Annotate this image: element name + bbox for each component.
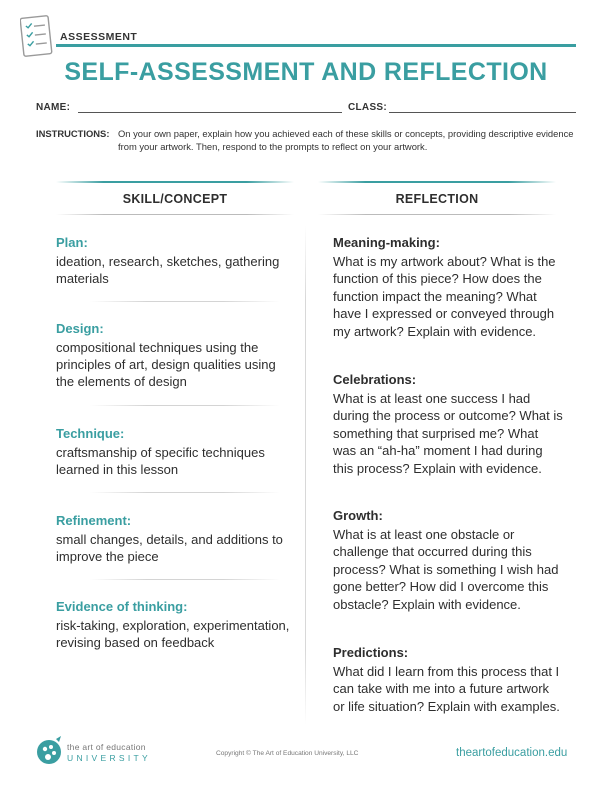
- reflection-title: Meaning-making:: [333, 235, 440, 250]
- skill-header-top-rule: [56, 181, 294, 183]
- skill-separator: [90, 492, 280, 493]
- logo-text: [67, 742, 151, 763]
- skill-item: [56, 425, 296, 478]
- reflection-column-header: REFLECTION: [395, 192, 479, 206]
- skill-title: Plan:: [56, 235, 88, 250]
- logo-line1: the art of education: [67, 742, 146, 752]
- skill-title: Evidence of thinking:: [56, 599, 188, 614]
- page-title: SELF-ASSESSMENT AND REFLECTION: [64, 58, 548, 86]
- logo-line2: UNIVERSITY: [67, 753, 152, 763]
- instructions: [36, 127, 576, 153]
- reflection-text: What is at least one success I had during the process or outcome? What is something that surprised me? What was an “ah-ha” moment I had during this process? Explain with evidence.: [333, 391, 563, 476]
- skill-title: Technique:: [56, 426, 125, 441]
- name-field[interactable]: [78, 112, 342, 113]
- skill-separator: [90, 405, 280, 406]
- reflection-title: Predictions:: [333, 645, 409, 660]
- reflection-item: [333, 234, 563, 340]
- section-label: ASSESSMENT: [60, 31, 138, 43]
- reflection-header-top-rule: [318, 181, 556, 183]
- instructions-label: INSTRUCTIONS:: [36, 128, 110, 139]
- skill-header-bottom-rule: [56, 214, 294, 215]
- reflection-header-bottom-rule: [318, 214, 556, 215]
- checklist-icon: [20, 14, 54, 60]
- instructions-text: On your own paper, explain how you achieved each of these skills or concepts, providing descriptive evidence from your artwork. Then, respond to the prompts to reflect on your artwork.: [118, 128, 574, 152]
- column-divider: [305, 225, 306, 725]
- reflection-text: What did I learn from this process that I can take with me into a future artwork or life situation? Explain with examples.: [333, 664, 560, 714]
- reflection-text: What is my artwork about? What is the function of this piece? How does the function impact the meaning? What have I expressed or conveyed through my artwork? Explain with evidence.: [333, 254, 556, 339]
- reflection-item: [333, 371, 563, 477]
- skill-separator: [90, 579, 280, 580]
- skill-item: [56, 598, 296, 651]
- reflection-text: What is at least one obstacle or challenge that occurred during this process? What is something I wish had gone better? How did I overcome this obstacle? Explain with evidence.: [333, 527, 559, 612]
- website-link[interactable]: theartofeducation.edu: [456, 747, 568, 759]
- skill-text: craftsmanship of specific techniques learned in this lesson: [56, 445, 265, 477]
- reflection-item: [333, 644, 563, 715]
- skill-item: [56, 234, 296, 287]
- name-label: NAME:: [36, 102, 71, 113]
- skill-separator: [90, 301, 280, 302]
- copyright: Copyright © The Art of Education University, LLC: [216, 750, 359, 757]
- skill-text: small changes, details, and additions to improve the piece: [56, 532, 283, 564]
- reflection-title: Celebrations:: [333, 372, 417, 387]
- reflection-item: [333, 507, 563, 613]
- reflection-title: Growth:: [333, 508, 383, 523]
- class-label: CLASS:: [348, 102, 388, 113]
- skill-title: Refinement:: [56, 513, 132, 528]
- skill-item: [56, 320, 296, 390]
- skill-text: risk-taking, exploration, experimentation, revising based on feedback: [56, 618, 290, 650]
- skill-column-header: SKILL/CONCEPT: [122, 192, 228, 206]
- skill-title: Design:: [56, 321, 104, 336]
- skill-text: compositional techniques using the principles of art, design qualities using the elements of design: [56, 340, 276, 389]
- aoeu-logo-icon: [34, 736, 64, 766]
- header-rule: [56, 44, 576, 47]
- class-field[interactable]: [389, 112, 576, 113]
- skill-item: [56, 512, 296, 565]
- skill-text: ideation, research, sketches, gathering materials: [56, 254, 280, 286]
